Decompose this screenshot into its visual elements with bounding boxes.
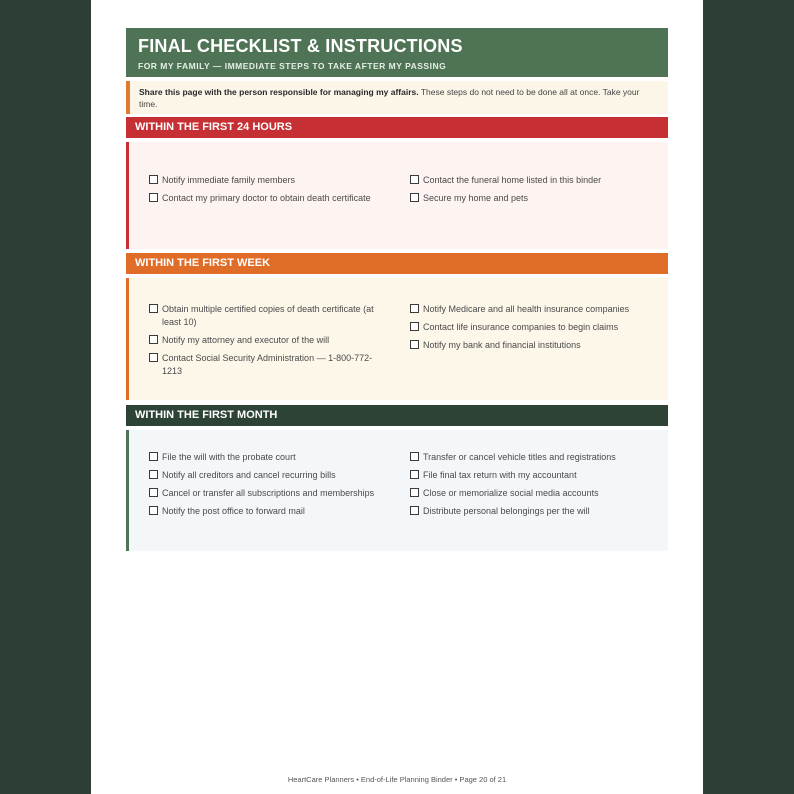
checkbox-icon[interactable] [149,353,158,362]
checklist-column-right [410,451,650,523]
instruction-note-text: These steps do not need to be done all at once. Take your time. [139,87,640,109]
checklist-item-label: Contact my primary doctor to obtain death certificate [162,193,371,203]
checklist-column-right [410,303,650,357]
checklist-item[interactable] [410,339,650,352]
checklist-item[interactable] [410,469,650,482]
binder-page [91,0,703,794]
checkbox-icon[interactable] [149,304,158,313]
checklist-item[interactable] [410,505,650,518]
checklist-item-label: Contact life insurance companies to begin claims [423,322,619,332]
checklist-item[interactable] [149,174,389,187]
checklist-item[interactable] [410,174,650,187]
checklist-column-left [149,303,389,383]
checkbox-icon[interactable] [410,304,419,313]
checklist-item-label: Secure my home and pets [423,193,529,203]
page-subtitle: FOR MY FAMILY — IMMEDIATE STEPS TO TAKE AFTER MY PASSING [138,61,447,71]
checklist-column-left [149,174,389,210]
checklist-item-label: Close or memorialize social media accounts [423,488,599,498]
checklist-item[interactable] [410,487,650,500]
checklist-item-label: Cancel or transfer all subscriptions and memberships [162,488,375,498]
checklist-item-label: Notify Medicare and all health insurance companies [423,304,630,314]
checkbox-icon[interactable] [410,488,419,497]
checklist-item-label: Notify the post office to forward mail [162,506,305,516]
checklist-item[interactable] [149,334,389,347]
checkbox-icon[interactable] [149,193,158,202]
checklist-item-label: File the will with the probate court [162,452,296,462]
checklist-item-label: Transfer or cancel vehicle titles and registrations [423,452,616,462]
page-footer: HeartCare Planners • End-of-Life Planning Binder • Page 20 of 21 [287,775,507,784]
section-panel-first-week [126,278,668,400]
checklist-item[interactable] [410,192,650,205]
checkbox-icon[interactable] [149,488,158,497]
checkbox-icon[interactable] [410,506,419,515]
checkbox-icon[interactable] [149,452,158,461]
checklist-item[interactable] [149,303,389,329]
page-header [126,28,668,77]
checklist-item[interactable] [410,303,650,316]
checklist-item[interactable] [149,505,389,518]
checkbox-icon[interactable] [410,322,419,331]
section-header-first-month: WITHIN THE FIRST MONTH [126,405,668,426]
checklist-column-right [410,174,650,210]
section-header-24-hours: WITHIN THE FIRST 24 HOURS [126,117,668,138]
checklist-item[interactable] [410,321,650,334]
checklist-item-label: Notify immediate family members [162,175,296,185]
checkbox-icon[interactable] [410,193,419,202]
checklist-item-label: File final tax return with my accountant [423,470,577,480]
checklist-item-label: Contact the funeral home listed in this binder [423,175,602,185]
checklist-item[interactable] [410,451,650,464]
checklist-item-label: Obtain multiple certified copies of death certificate (at least 10) [162,304,374,327]
checklist-item-label: Notify my attorney and executor of the will [162,335,330,345]
checkbox-icon[interactable] [149,506,158,515]
section-header-first-week: WITHIN THE FIRST WEEK [126,253,668,274]
checkbox-icon[interactable] [410,340,419,349]
checklist-item-label: Notify my bank and financial institutions [423,340,581,350]
page-title: FINAL CHECKLIST & INSTRUCTIONS [138,36,463,56]
checkbox-icon[interactable] [149,470,158,479]
checkbox-icon[interactable] [410,452,419,461]
checklist-item-label: Contact Social Security Administration — 1-800-772-1213 [162,353,373,376]
instruction-note [126,81,668,114]
checklist-column-left [149,451,389,523]
section-panel-24-hours [126,142,668,249]
checklist-item[interactable] [149,487,389,500]
checkbox-icon[interactable] [410,175,419,184]
checklist-item-label: Notify all creditors and cancel recurring bills [162,470,336,480]
instruction-note-bold: Share this page with the person responsible for managing my affairs. [139,87,419,97]
checkbox-icon[interactable] [149,335,158,344]
checklist-item-label: Distribute personal belongings per the will [423,506,590,516]
checkbox-icon[interactable] [149,175,158,184]
section-panel-first-month [126,430,668,551]
checklist-item[interactable] [149,192,389,205]
checklist-item[interactable] [149,352,389,378]
checklist-item[interactable] [149,451,389,464]
checklist-item[interactable] [149,469,389,482]
checkbox-icon[interactable] [410,470,419,479]
